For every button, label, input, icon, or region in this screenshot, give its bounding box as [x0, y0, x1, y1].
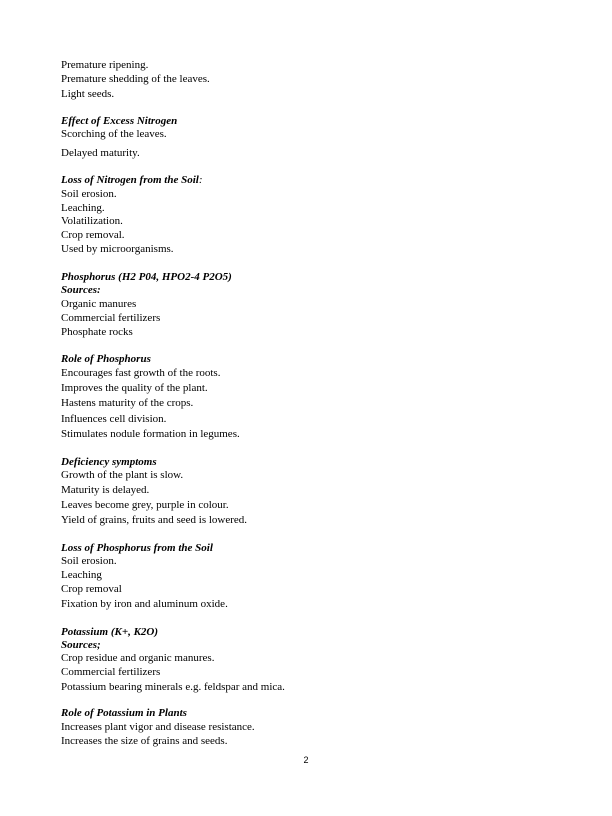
- intro-line: Light seeds.: [61, 88, 115, 100]
- list-item: Potassium bearing minerals e.g. feldspar and mica.: [61, 681, 285, 693]
- list-item: Delayed maturity.: [61, 147, 140, 159]
- list-item: Growth of the plant is slow.: [61, 469, 184, 481]
- section-heading-phosphorus-role: Role of Phosphorus: [61, 353, 151, 365]
- list-item: Soil erosion.: [61, 555, 117, 567]
- list-item: Stimulates nodule formation in legumes.: [61, 428, 240, 440]
- list-item: Leaching.: [61, 202, 105, 214]
- list-item: Crop residue and organic manures.: [61, 652, 215, 664]
- subheading-sources: Sources:: [61, 284, 101, 296]
- list-item: Volatilization.: [61, 215, 123, 227]
- section-heading-potassium: Potassium (K+, K2O): [61, 626, 159, 638]
- list-item: Commercial fertilizers: [61, 666, 161, 678]
- section-heading-potassium-role: Role of Potassium in Plants: [61, 707, 187, 719]
- list-item: Commercial fertilizers: [61, 312, 161, 324]
- list-item: Increases plant vigor and disease resistance.: [61, 721, 255, 733]
- heading-colon: :: [198, 174, 203, 186]
- list-item: Improves the quality of the plant.: [61, 382, 208, 394]
- list-item: Soil erosion.: [61, 188, 117, 200]
- list-item: Hastens maturity of the crops.: [61, 397, 194, 409]
- list-item: Leaves become grey, purple in colour.: [61, 499, 229, 511]
- list-item: Crop removal.: [61, 229, 125, 241]
- section-heading-phosphorus: Phosphorus (H2 P04, HPO2-4 P2O5): [61, 271, 232, 283]
- list-item: Increases the size of grains and seeds.: [61, 735, 228, 747]
- list-item: Phosphate rocks: [61, 326, 133, 338]
- section-heading-deficiency: Deficiency symptoms: [61, 456, 157, 468]
- section-heading-nitrogen-loss: [61, 174, 203, 187]
- page-number: 2: [303, 755, 309, 765]
- list-item: Used by microorganisms.: [61, 243, 174, 255]
- heading-text: Loss of Nitrogen from the Soil: [61, 174, 199, 186]
- list-item: Organic manures: [61, 298, 137, 310]
- section-heading-phosphorus-loss: Loss of Phosphorus from the Soil: [61, 542, 213, 554]
- list-item: Maturity is delayed.: [61, 484, 150, 496]
- list-item: Fixation by iron and aluminum oxide.: [61, 598, 228, 610]
- list-item: Yield of grains, fruits and seed is lowered.: [61, 514, 248, 526]
- subheading-sources: Sources;: [61, 639, 101, 651]
- list-item: Scorching of the leaves.: [61, 128, 167, 140]
- list-item: Leaching: [61, 569, 102, 581]
- list-item: Crop removal: [61, 583, 122, 595]
- intro-line: Premature ripening.: [61, 59, 149, 71]
- list-item: Influences cell division.: [61, 413, 167, 425]
- intro-line: Premature shedding of the leaves.: [61, 73, 210, 85]
- list-item: Encourages fast growth of the roots.: [61, 367, 221, 379]
- section-heading-excess-nitrogen: Effect of Excess Nitrogen: [61, 115, 178, 127]
